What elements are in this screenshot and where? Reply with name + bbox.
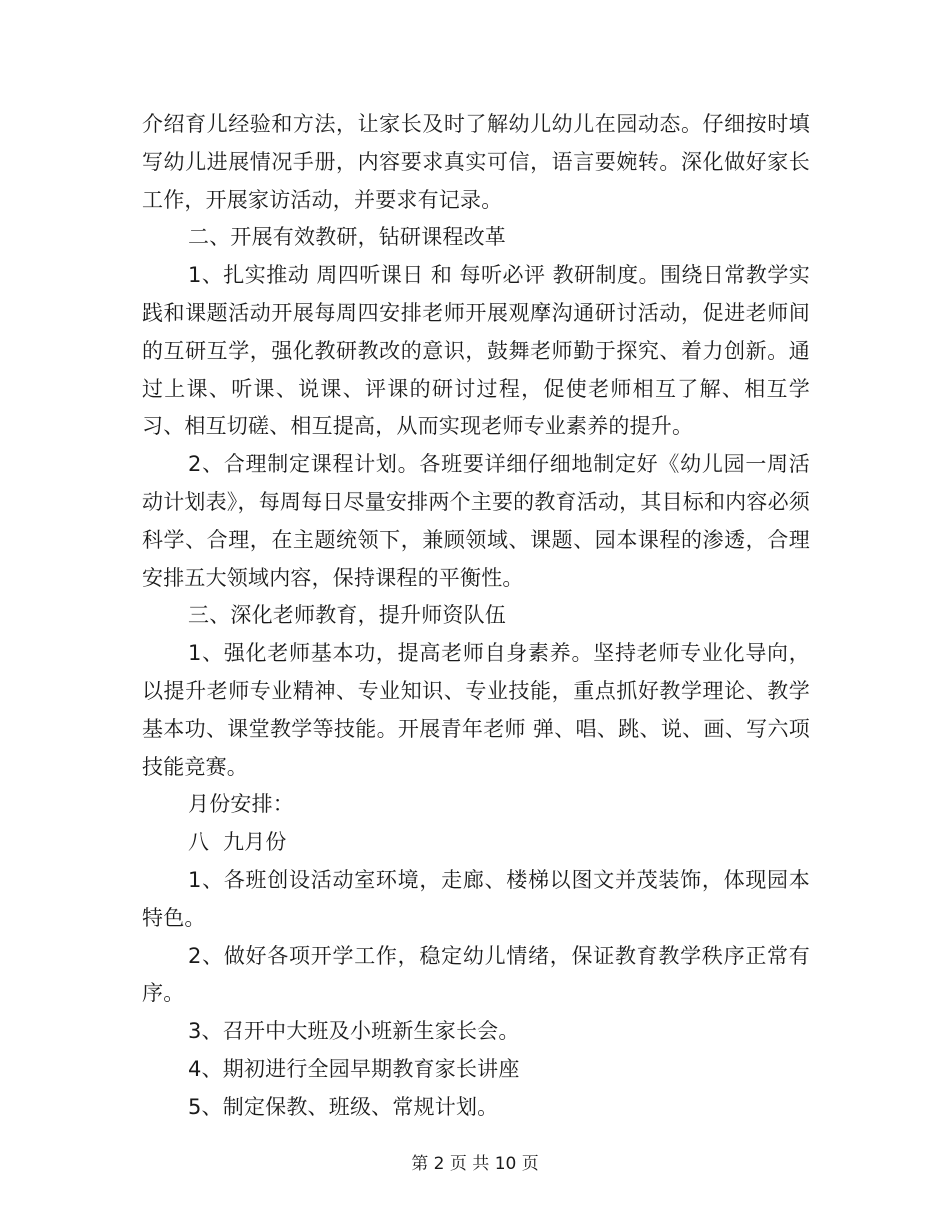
schedule-item-5: 5、制定保教、班级、常规计划。 bbox=[188, 1094, 499, 1119]
section-heading-2: 二、开展有效教研，钻研课程改革 bbox=[188, 225, 506, 250]
section-heading-3: 三、深化老师教育，提升师资队伍 bbox=[188, 603, 506, 628]
page-number-footer: 第 2 页 共 10 页 bbox=[411, 1154, 539, 1174]
schedule-item-2: 2、做好各项开学工作，稳定幼儿情绪，保证教育教学秩序正常有序。 bbox=[142, 943, 810, 1006]
month-label: 八 九月份 bbox=[188, 830, 287, 855]
month-schedule-heading: 月份安排： bbox=[188, 792, 294, 817]
schedule-item-4: 4、期初进行全园早期教育家长讲座 bbox=[188, 1056, 520, 1081]
paragraph-2-2: 2、合理制定课程计划。各班要详细仔细地制定好《幼儿园一周活动计划表》，每周每日尽量安排两个主要的教育活动，其目标和内容必须科学、合理，在主题统领下，兼顾领域、课题、园本课程的渗透，合理安排五大领域内容，保持课程的平衡性。 bbox=[142, 452, 810, 590]
schedule-item-1: 1、各班创设活动室环境，走廊、楼梯以图文并茂装饰，体现园本特色。 bbox=[142, 867, 810, 930]
document-body bbox=[142, 106, 810, 1127]
paragraph-3-1: 1、强化老师基本功，提高老师自身素养。坚持老师专业化导向，以提升老师专业精神、专业知识、专业技能，重点抓好教学理论、教学基本功、课堂教学等技能。开展青年老师 弹、唱、跳、说、画、写六项技能竞赛。 bbox=[142, 641, 810, 779]
paragraph-1: 介绍育儿经验和方法，让家长及时了解幼儿幼儿在园动态。仔细按时填写幼儿进展情况手册，内容要求真实可信，语言要婉转。深化做好家长工作，开展家访活动，并要求有记录。 bbox=[142, 112, 810, 212]
schedule-item-3: 3、召开中大班及小班新生家长会。 bbox=[188, 1019, 520, 1044]
paragraph-2-1: 1、扎实推动 周四听课日 和 每听必评 教研制度。围绕日常教学实践和课题活动开展每周四安排老师开展观摩沟通研讨活动，促进老师间的互研互学，强化教研教改的意识，鼓舞老师勤于探究、着力创新。通过上课、听课、说课、评课的研讨过程，促使老师相互了解、相互学习、相互切磋、相互提高，从而实现老师专业素养的提升。 bbox=[142, 263, 810, 439]
